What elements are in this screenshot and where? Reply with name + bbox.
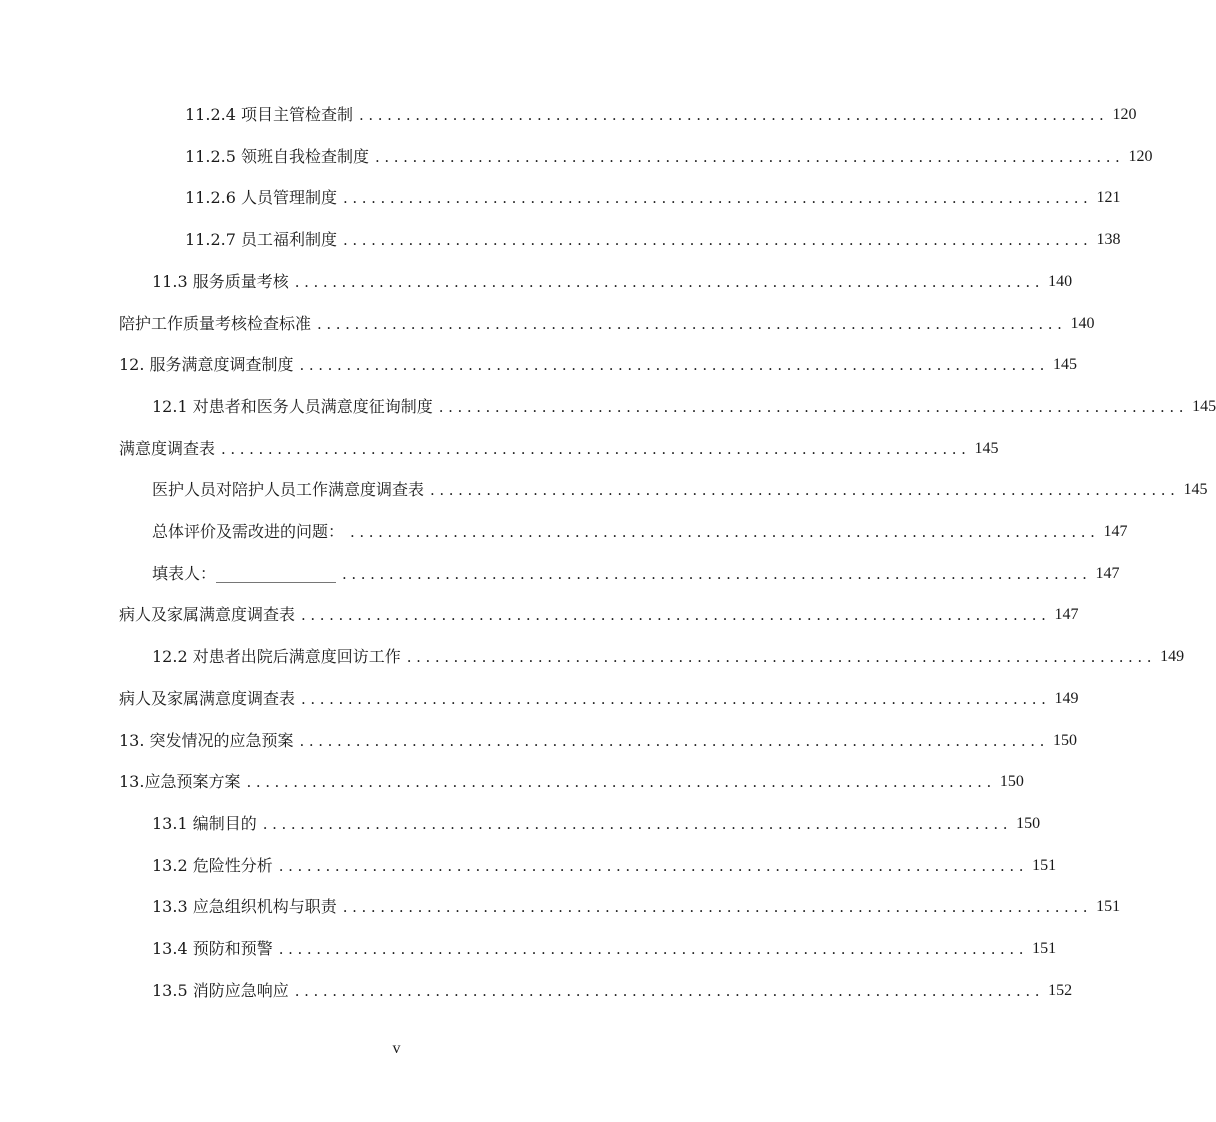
- toc-entry-title: 填表人：_______________: [152, 563, 337, 583]
- toc-entry[interactable]: [152, 471, 1208, 501]
- toc-entry-title: 病人及家属满意度调查表: [119, 605, 296, 625]
- toc-dot-leader: ................................................................................: [278, 856, 1029, 875]
- toc-entry[interactable]: [185, 96, 1137, 126]
- toc-entry-page: 151: [1096, 898, 1121, 916]
- toc-entry-page: 138: [1096, 231, 1121, 249]
- toc-entry[interactable]: [152, 972, 1073, 1002]
- toc-entry[interactable]: [119, 305, 1095, 335]
- toc-entry[interactable]: [152, 888, 1121, 918]
- toc-entry-page: 152: [1048, 981, 1073, 999]
- toc-entry[interactable]: [119, 596, 1079, 626]
- toc-entry-page: 147: [1095, 564, 1120, 582]
- toc-entry[interactable]: [185, 138, 1153, 168]
- toc-dot-leader: ................................................................................: [278, 940, 1029, 958]
- page-number: v: [392, 1040, 401, 1057]
- toc-entry-title: 医护人员对陪护人员工作满意度调查表: [152, 480, 425, 500]
- toc-dot-leader: ................................................................................: [299, 356, 1049, 375]
- toc-entry-page: 145: [1183, 481, 1208, 499]
- toc-entry[interactable]: [152, 638, 1185, 668]
- toc-entry-page: 120: [1112, 106, 1137, 123]
- toc-entry-title: 11.2.4 项目主管检查制: [185, 105, 353, 124]
- toc-entry-page: 145: [974, 439, 999, 457]
- toc-entry-page: 147: [1103, 523, 1128, 540]
- toc-entry[interactable]: [152, 555, 1120, 585]
- toc-dot-leader: ................................................................................: [342, 898, 1093, 917]
- toc-entry[interactable]: [152, 930, 1057, 960]
- toc-entry-title: 12.2 对患者出院后满意度回访工作: [152, 647, 401, 667]
- toc-entry-title: 13.应急预案方案: [119, 772, 241, 792]
- toc-dot-leader: ................................................................................: [294, 272, 1045, 291]
- toc-entry-page: 150: [1053, 731, 1077, 749]
- toc-entry-page: 147: [1054, 606, 1079, 624]
- toc-dot-leader: ................................................................................: [301, 689, 1051, 708]
- toc-entry-page: 121: [1096, 189, 1121, 207]
- toc-entry-title: 13.3 应急组织机构与职责: [152, 897, 337, 917]
- toc-entry-title: 病人及家属满意度调查表: [119, 688, 296, 708]
- toc-dot-leader: ................................................................................: [301, 606, 1051, 625]
- toc-entry[interactable]: [119, 763, 1024, 793]
- toc-dot-leader: ................................................................................: [294, 981, 1045, 1000]
- toc-entry-page: 140: [1070, 314, 1095, 332]
- toc-entry-title: 11.2.6 人员管理制度: [185, 188, 337, 208]
- toc-entry[interactable]: [152, 805, 1041, 835]
- toc-entry-page: 149: [1160, 648, 1185, 666]
- toc-entry-title: 陪护工作质量考核检查标准: [119, 313, 312, 333]
- toc-entry[interactable]: [185, 179, 1121, 209]
- toc-entry[interactable]: [152, 513, 1128, 543]
- toc-entry[interactable]: [119, 430, 999, 460]
- toc-entry[interactable]: [185, 221, 1121, 251]
- toc-entry-title: 13.4 预防和预警: [152, 939, 273, 958]
- toc-entry-page: 120: [1128, 147, 1153, 165]
- toc-entry-title: 12.1 对患者和医务人员满意度征询制度: [152, 396, 433, 416]
- toc-dot-leader: ................................................................................: [342, 564, 1092, 583]
- toc-entry[interactable]: [152, 388, 1216, 418]
- toc-entry-title: 13. 突发情况的应急预案: [119, 730, 294, 750]
- toc-entry[interactable]: [119, 346, 1077, 376]
- toc-entry-title: 13.2 危险性分析: [152, 855, 273, 875]
- toc-entry-title: 13.5 消防应急响应: [152, 980, 289, 1000]
- toc-entry-page: 150: [999, 773, 1024, 791]
- toc-entry[interactable]: [152, 263, 1073, 293]
- toc-dot-leader: ................................................................................: [438, 397, 1189, 416]
- toc-entry-page: 145: [1192, 397, 1216, 415]
- toc-entry-page: 150: [1016, 814, 1041, 832]
- toc-entry-title: 11.2.5 领班自我检查制度: [185, 146, 369, 166]
- toc-entry-page: 145: [1053, 356, 1077, 374]
- toc-entry-page: 151: [1032, 940, 1057, 957]
- toc-dot-leader: ................................................................................: [406, 648, 1157, 667]
- toc-dot-leader: ................................................................................: [221, 439, 971, 458]
- toc-entry-title: 13.1 编制目的: [152, 813, 257, 833]
- toc-dot-leader: ................................................................................: [358, 106, 1109, 124]
- toc-dot-leader: ................................................................................: [342, 231, 1093, 250]
- toc-dot-leader: ................................................................................: [299, 731, 1049, 750]
- toc-entry-page: 149: [1054, 689, 1079, 707]
- toc-entry-title: 12. 服务满意度调查制度: [119, 355, 294, 375]
- toc-dot-leader: ................................................................................: [350, 523, 1100, 541]
- toc-entry[interactable]: [119, 680, 1079, 710]
- toc-dot-leader: ................................................................................: [262, 814, 1013, 833]
- toc-dot-leader: ................................................................................: [246, 773, 996, 792]
- toc-entry-title: 11.2.7 员工福利制度: [185, 230, 337, 250]
- toc-entry-page: 140: [1048, 272, 1073, 290]
- toc-entry-page: 151: [1032, 856, 1057, 874]
- toc-entry-title: 满意度调查表: [119, 438, 216, 458]
- toc-entry[interactable]: [119, 722, 1077, 752]
- toc-dot-leader: ................................................................................: [317, 314, 1067, 333]
- toc-dot-leader: ................................................................................: [430, 481, 1180, 500]
- toc-entry[interactable]: [152, 847, 1057, 877]
- toc-entry-title: 11.3 服务质量考核: [152, 271, 289, 291]
- toc-dot-leader: ................................................................................: [374, 147, 1125, 166]
- toc-dot-leader: ................................................................................: [342, 189, 1093, 208]
- toc-entry-title: 总体评价及需改进的问题：: [152, 522, 345, 541]
